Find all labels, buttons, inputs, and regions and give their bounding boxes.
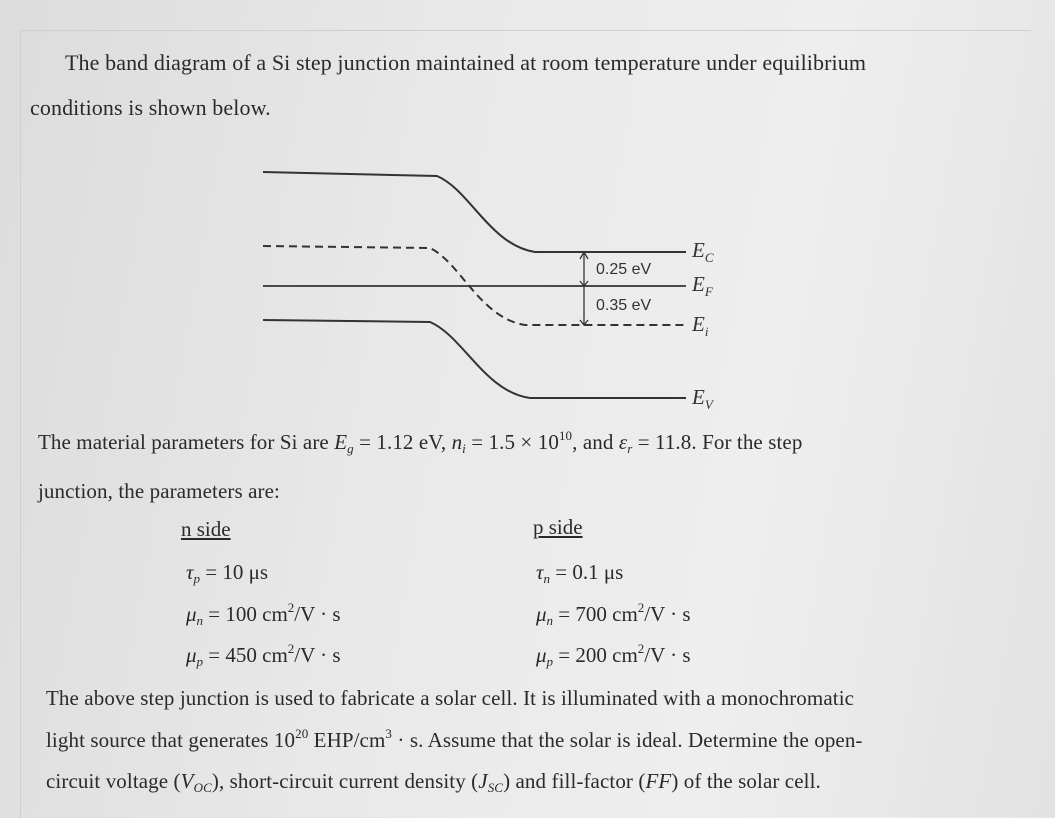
- p-row-tau: $\tau_n = 0.1$ μs: [536, 560, 624, 586]
- question-line-3: circuit voltage $(V_{OC})$, short-circuit current density $(J_{SC})$ and fill-factor (FF) of the solar cell.: [46, 769, 821, 795]
- question-line-1: The above step junction is used to fabricate a solar cell. It is illuminated with a monochromatic: [46, 686, 855, 710]
- material-line-2: junction, the parameters are:: [38, 479, 280, 503]
- gap-lower-label: 0.35 eV: [596, 297, 652, 314]
- valence-band-ev: [263, 320, 686, 398]
- label-ef: $E_F$: [692, 272, 713, 299]
- label-ev: $E_V$: [692, 385, 713, 412]
- question-line-2: light source that generates $10^{20}$ EHP/$cm^3 \cdot s$. Assume that the solar is ideal. Determine the open-: [46, 726, 863, 752]
- intro-line-1: The band diagram of a Si step junction maintained at room temperature under equilibrium: [65, 50, 867, 75]
- conduction-band-ec: [263, 172, 686, 252]
- n-row-mup: $\mu_p = 450$ $cm^2/V \cdot s$: [186, 641, 341, 669]
- label-ec: $E_C$: [692, 238, 714, 265]
- p-side-header: p side: [533, 515, 583, 539]
- n-row-mun: $\mu_n = 100$ $cm^2/V \cdot s$: [186, 600, 341, 628]
- p-row-mun: $\mu_n = 700$ $cm^2/V \cdot s$: [536, 600, 691, 628]
- material-line-1: The material parameters for Si are $E_g = 1.12$ eV, $n_i = 1.5 \times 10^{10}$, and $\varepsilon_r = 11.8$. For the step: [38, 428, 803, 456]
- intro-line-2: conditions is shown below.: [30, 95, 271, 120]
- n-row-tau: $\tau_p = 10$ μs: [186, 560, 269, 586]
- p-row-mup: $\mu_p = 200$ $cm^2/V \cdot s$: [536, 641, 691, 669]
- label-ei: $E_i$: [692, 312, 709, 339]
- n-side-header: n side: [181, 517, 231, 541]
- gap-upper-label: 0.25 eV: [596, 261, 652, 278]
